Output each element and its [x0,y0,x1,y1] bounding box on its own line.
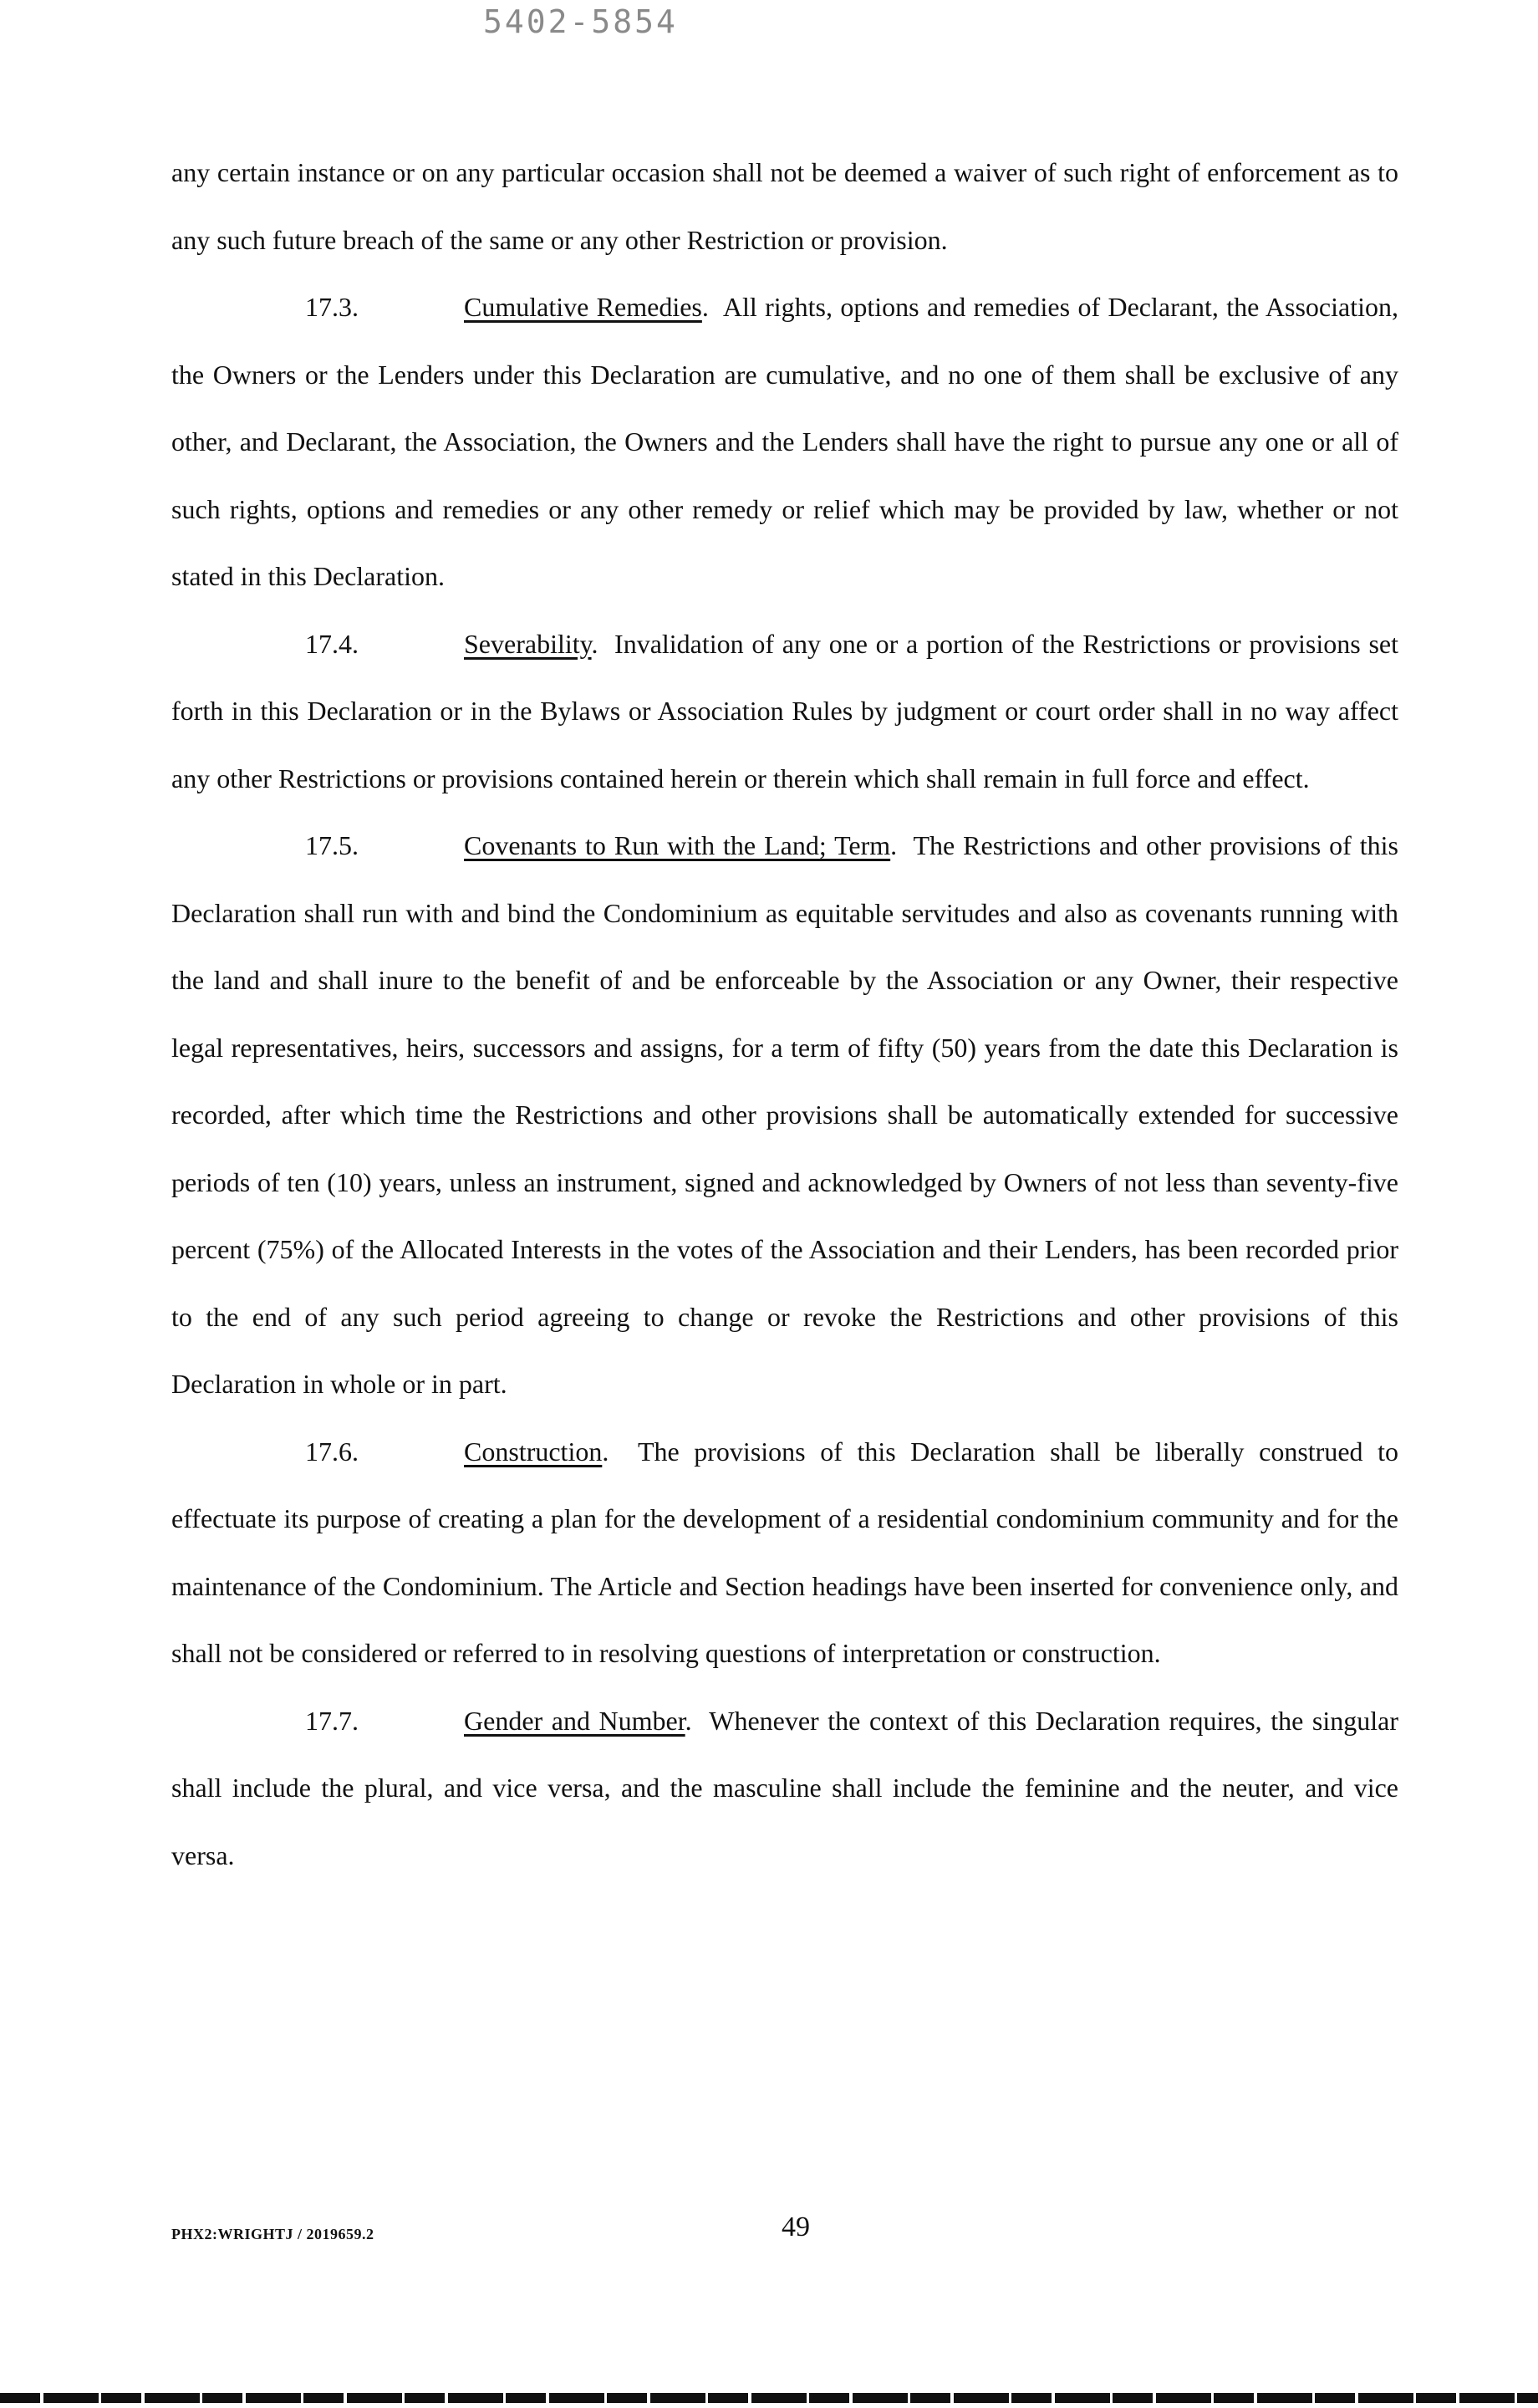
section-number: 17.5. [305,830,359,860]
section-17-3: 17.3. Cumulative Remedies. All rights, options and remedies of Declarant, the Association, the Owners or the Lenders under this Declaration are cumulative, and no one of them shall be exclusive of any other, and Declarant, the Association, the Owners and the Lenders shall have the right to pursue any one or all of such rights, options and remedies or any other remedy or relief which may be provided by law, whether or not stated in this Declaration. [171,273,1398,610]
section-title: Gender and Number [464,1705,685,1736]
section-17-4: 17.4. Severability. Invalidation of any one or a portion of the Restrictions or provisions set forth in this Declaration or in the Bylaws or Association Rules by judgment or court order shall in no way affect any other Restrictions or provisions contained herein or therein which shall remain in full force and effect. [171,610,1398,813]
section-number: 17.6. [305,1436,359,1467]
page-number: 49 [782,2212,810,2242]
section-title: Cumulative Remedies [464,292,702,322]
continuation-paragraph: any certain instance or on any particular occasion shall not be deemed a waiver of such right of enforcement as to any such future breach of the same or any other Restriction or provision. [171,157,1398,255]
section-number: 17.4. [305,628,359,659]
section-number: 17.7. [305,1705,359,1736]
section-text: The Restrictions and other provisions of this Declaration shall run with and bind the Condominium as equitable servitudes and also as covenants running with the land and shall inure to the benefit of and be enforceable by the Association or any Owner, their respective legal representatives, heirs, successors and assigns, for a term of fifty (50) years from the date this Declaration is recorded, after which time the Restrictions and other provisions shall be automatically extended for successive periods of ten (10) years, unless an instrument, signed and acknowledged by Owners of not less than seventy-five percent (75%) of the Allocated Interests in the votes of the Association and their Lenders, has been recorded prior to the end of any such period agreeing to change or revoke the Restrictions and other provisions of this Declaration in whole or in part. [171,830,1399,1399]
section-text: Invalidation of any one or a portion of the Restrictions or provisions set forth in this Declaration or in the Bylaws or Association Rules by judgment or court order shall in no way affect any other Restrictions or provisions contained herein or therein which shall remain in full force and effect. [171,628,1399,793]
section-title: Covenants to Run with the Land; Term [464,830,891,860]
section-title: Construction [464,1436,603,1467]
section-17-7: 17.7. Gender and Number. Whenever the context of this Declaration requires, the singular shall include the plural, and vice versa, and the masculine shall include the feminine and the neuter, and vice versa. [171,1687,1398,1890]
section-title: Severability [464,628,592,659]
section-text: The provisions of this Declaration shall be liberally construed to effectuate its purpose of creating a plan for the development of a residential condominium community and for the maintenance of the Condominium. The Article and Section headings have been inserted for convenience only, and shall not be considered or referred to in resolving questions of interpretation or construction. [171,1436,1399,1668]
section-text: All rights, options and remedies of Declarant, the Association, the Owners or the Lenders under this Declaration are cumulative, and no one of them shall be exclusive of any other, and Declarant, the Association, the Owners and the Lenders shall have the right to pursue any one or all of such rights, options and remedies or any other remedy or relief which may be provided by law, whether or not stated in this Declaration. [171,292,1399,591]
section-text: Whenever the context of this Declaration requires, the singular shall include the plural, and vice versa, and the masculine shall include the feminine and the neuter, and vice versa. [171,1705,1399,1870]
section-17-6: 17.6. Construction. The provisions of this Declaration shall be liberally construed to effectuate its purpose of creating a plan for the development of a residential condominium community and for the maintenance of the Condominium. The Article and Section headings have been inserted for convenience only, and shall not be considered or referred to in resolving questions of interpretation or construction. [171,1418,1398,1687]
footer-document-id: PHX2:WRIGHTJ / 2019659.2 [171,2226,374,2242]
section-17-5: 17.5. Covenants to Run with the Land; Term. The Restrictions and other provisions of this Declaration shall run with and bind the Condominium as equitable servitudes and also as covenants running with the land and shall inure to the benefit of and be enforceable by the Association or any Owner, their respective legal representatives, heirs, successors and assigns, for a term of fifty (50) years from the date this Declaration is recorded, after which time the Restrictions and other provisions shall be automatically extended for successive periods of ten (10) years, unless an instrument, signed and acknowledged by Owners of not less than seventy-five percent (75%) of the Allocated Interests in the votes of the Association and their Lenders, has been recorded prior to the end of any such period agreeing to change or revoke the Restrictions and other provisions of this Declaration in whole or in part. [171,812,1398,1418]
scan-edge-border [0,2393,1538,2403]
document-body [171,139,1398,1889]
section-number: 17.3. [305,292,359,322]
recording-stamp: 5402-5854 [483,3,678,40]
